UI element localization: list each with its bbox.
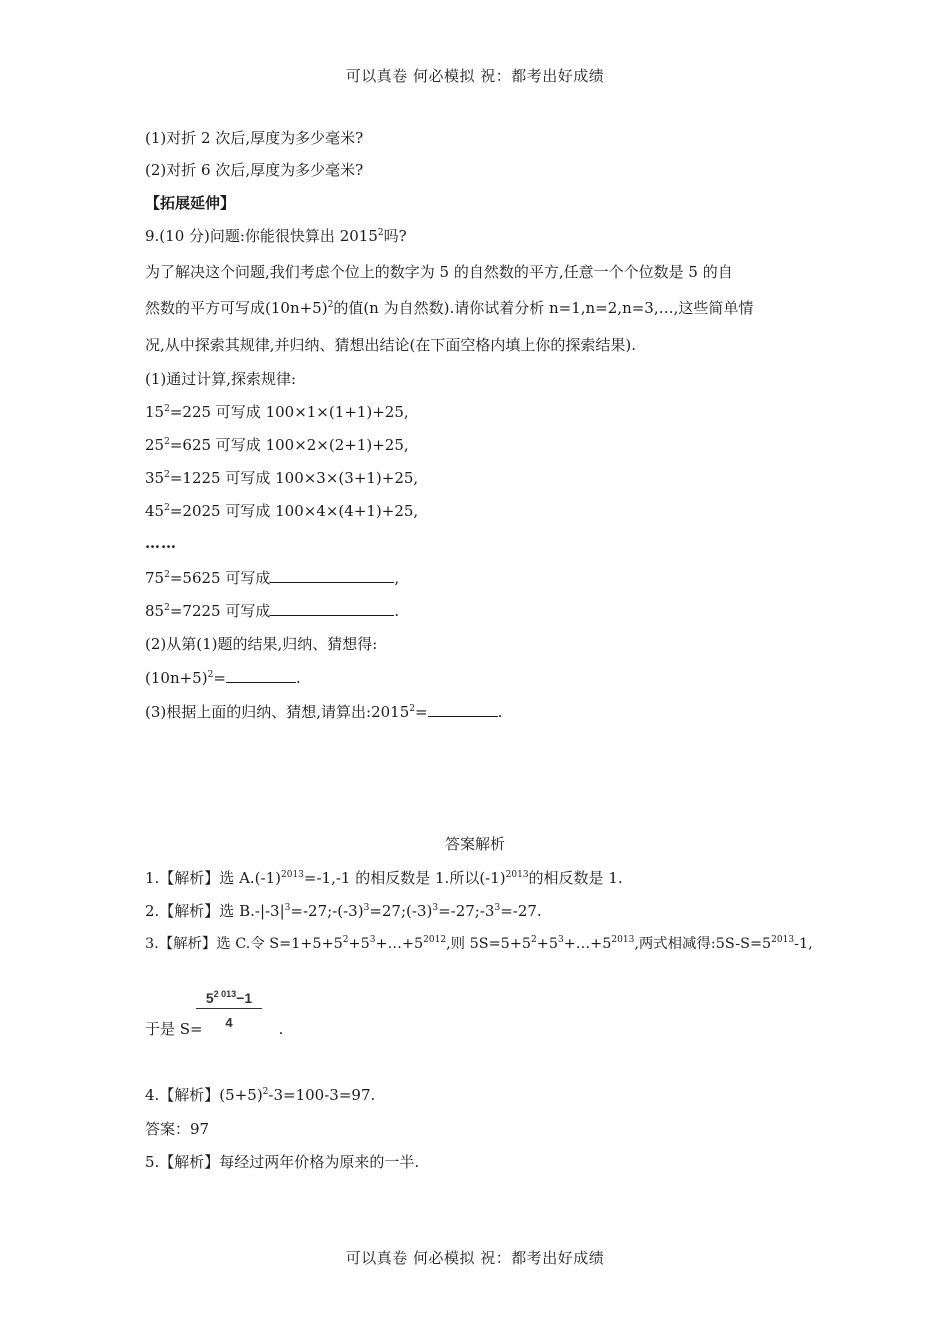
page-footer: 可以真卷 何必模拟 祝：都考出好成绩 — [345, 1249, 605, 1267]
q9-intro: 9.(10 分)问题:你能很快算出 2015$^2$吗? — [145, 227, 407, 245]
answer-4-final: 答案：97 — [145, 1120, 210, 1138]
answer-4: 4.【解析】$(5+5)^2-3=100-3=97$. — [145, 1086, 376, 1104]
q9-row: $45^2=2025$ 可写成 100×4×(4+1)+25, — [145, 502, 419, 520]
q9-row: $35^2=1225$ 可写成 100×3×(3+1)+25, — [145, 469, 419, 487]
q9-row: $15^2=225$ 可写成 100×1×(1+1)+25, — [145, 403, 409, 421]
q9-para3: 况,从中探索其规律,并归纳、猜想出结论(在下面空格内填上你的探索结果). — [145, 336, 637, 354]
q9-ellipsis: …… — [145, 534, 177, 552]
answer-blank[interactable] — [428, 702, 498, 717]
answer-5: 5.【解析】每经过两年价格为原来的一半. — [145, 1153, 420, 1171]
answer-blank[interactable] — [270, 568, 394, 583]
q9-row: $25^2=625$ 可写成 100×2×(2+1)+25, — [145, 436, 409, 454]
q9-part3: (3)根据上面的归纳、猜想,请算出$:2015^2=$ . — [145, 703, 503, 721]
q9-fill1: $75^2=5625$ 可写成 , — [145, 569, 400, 587]
fraction-numerator: $5^{2 013}-1$ — [196, 990, 262, 1009]
q9-para1: 为了解决这个问题,我们考虑个位上的数字为 5 的自然数的平方,任意一个个位数是 5 的自 — [145, 263, 733, 281]
section-title-extension: 【拓展延伸】 — [145, 194, 236, 212]
answers-title: 答案解析 — [444, 835, 505, 853]
answer-2: 2.【解析】选 $B.-|-3|^3=-27;-(-3)^3=27;(-3)^3=-27;-3^3=-27$. — [145, 902, 542, 920]
q9-part1-title: (1)通过计算,探索规律: — [145, 370, 297, 388]
page-header: 可以真卷 何必模拟 祝：都考出好成绩 — [345, 67, 605, 85]
q9-para2: 然数的平方可写成$(10n+5)^2$的值(n 为自然数).请你试着分析 n=1,n=2,n=3,…,这些简单情 — [145, 299, 754, 317]
answer-3: 3.【解析】选 C.令 $S=1+5+5^2+5^3+\dots+5^{2012}$,则 $5S=5+5^2+5^3+\dots+5^{2013}$,两式相减得$:5S-S=5^{2013}-1$, — [145, 935, 813, 952]
q9-part2-formula: $(10n+5)^2=$ . — [145, 669, 301, 687]
answer-blank[interactable] — [270, 601, 394, 616]
q9-fill2: $85^2=7225$ 可写成 . — [145, 602, 400, 620]
q8-sub1: (1)对折 2 次后,厚度为多少毫米? — [145, 129, 364, 147]
answer-3-conclusion: 于是 S= . — [145, 1020, 284, 1038]
answer-blank[interactable] — [226, 668, 296, 683]
answer-1: 1.【解析】选 $A.(-1)^{2013}=-1,-1$ 的相反数是 1.所以$(-1)^{2013}$的相反数是 1. — [145, 869, 623, 887]
q9-part2-title: (2)从第(1)题的结果,归纳、猜想得: — [145, 635, 378, 653]
fraction-denominator: 4 — [225, 1015, 233, 1030]
q8-sub2: (2)对折 6 次后,厚度为多少毫米? — [145, 161, 364, 179]
